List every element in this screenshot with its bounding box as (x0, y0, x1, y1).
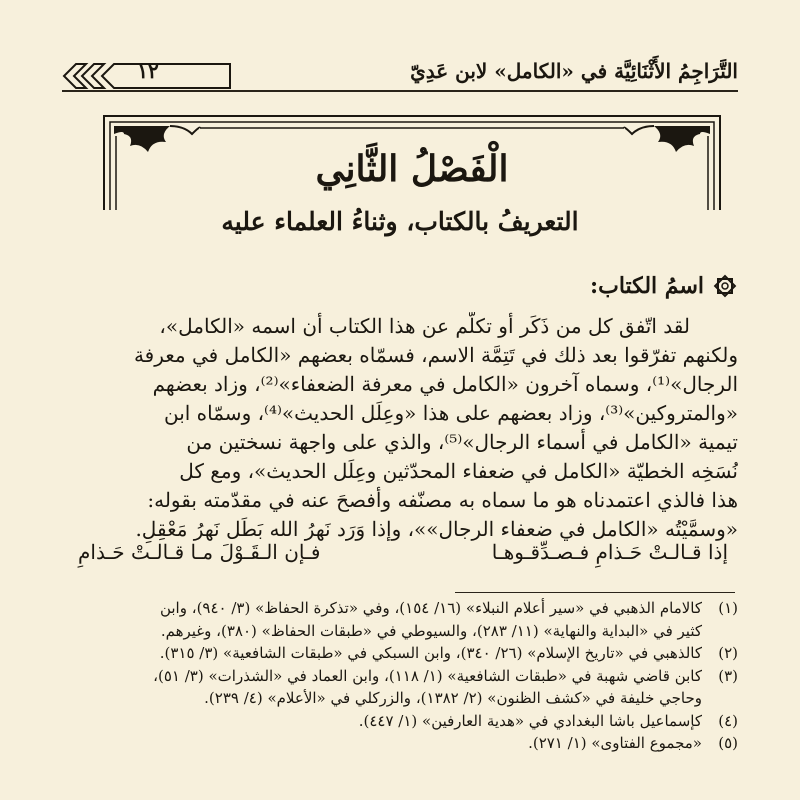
section-heading-text: اسمُ الكتاب: (590, 273, 704, 299)
footnote-text: كثير في «البداية والنهاية» (١١/ ٢٨٣)، والسيوطي في «طبقات الحفاظ» (٣٨٠)، وغيرهم. (160, 621, 702, 640)
footnote-separator (455, 592, 735, 593)
body-line: تيمية «الكامل في أسماء الرجال»⁽⁵⁾، والذي على واجهة نسختين من (186, 430, 738, 454)
footnote (70, 665, 738, 710)
footnote-text: وحاجي خليفة في «كشف الظنون» (٢/ ١٣٨٢)، والزركلي في «الأعلام» (٤/ ٢٣٩). (204, 689, 702, 707)
footnote-number: (٣) (718, 666, 738, 685)
footnote (70, 732, 738, 755)
running-header-title: التَّرَاجِمُ الأَثْنَائِيَّة في «الكامل» لابن عَدِيّ (410, 59, 738, 83)
footnote-number: (١) (718, 599, 738, 617)
footnote-text: كالامام الذهبي في «سير أعلام النبلاء» (١٦/ ١٥٤)، وفي «تذكرة الحفاظ» (٣/ ٩٤٠)، وابن (159, 599, 702, 617)
page-number: ١٢ (137, 59, 159, 83)
body-line: نُسَخِه الخطيّة «الكامل في ضعفاء المحدّثين وعِلَل الحديث»، ومع كل (179, 459, 738, 483)
chapter-subtitle: التعريفُ بالكتاب، وثناءُ العلماء عليه (221, 207, 579, 236)
section-heading (590, 270, 738, 302)
eight-point-star-icon (712, 273, 738, 299)
verse-second-hemistich: فـإن الـقَـوْلَ مـا قـالـتْ حَـذامِ (78, 540, 321, 564)
footnote (70, 597, 738, 642)
footnote-text: كالذهبي في «تاريخ الإسلام» (٢٦/ ٣٤٠)، وابن السبكي في «طبقات الشافعية» (٣/ ٣١٥). (159, 644, 702, 662)
footnote-number: (٤) (718, 711, 738, 730)
header-rule (62, 90, 738, 92)
body-line: ولكنهم تفرّقوا بعد ذلك في تَتِمَّة الاسم، فسمّاه بعضهم «الكامل في معرفة (133, 343, 738, 367)
chapter-title: الْفَصْلُ الثَّانِي (315, 148, 509, 190)
footnote-number: (٢) (718, 644, 738, 662)
body-paragraph (72, 312, 738, 544)
footnote-text: كإسماعيل باشا البغدادي في «هدية العارفين» (١/ ٤٤٧). (358, 711, 702, 730)
footnote (70, 710, 738, 733)
footnote-text: «مجموع الفتاوى» (١/ ٢٧١). (528, 734, 702, 752)
verse-first-hemistich: إذا قـالـتْ حَـذامِ فـصـدِّقـوهـا (491, 540, 728, 564)
footnotes (70, 597, 738, 755)
body-line: هذا فالذي اعتمدناه هو ما سماه به مصنّفه وأفصحَ عنه في مقدّمته بقوله: (147, 488, 738, 512)
footnote-number: (٥) (718, 734, 738, 752)
body-line: «والمتروكين»⁽³⁾، وزاد بعضهم على هذا «وعِلَل الحديث»⁽⁴⁾، وسمّاه ابن (163, 401, 738, 425)
footnote (70, 642, 738, 665)
poetry-verse (78, 540, 728, 564)
body-line: لقد اتّفق كل من ذَكَر أو تكلّم عن هذا الكتاب أن اسمه «الكامل»، (159, 314, 690, 338)
chapter-title-frame (100, 112, 724, 212)
body-line: «وسمَّيْتُه «الكامل في ضعفاء الرجال»»، وإذا وَرَد نَهرُ الله بَطَل نَهرُ مَعْقِلِ. (135, 517, 738, 541)
running-header (62, 55, 738, 95)
body-line: الرجال»⁽¹⁾، وسماه آخرون «الكامل في معرفة الضعفاء»⁽²⁾، وزاد بعضهم (152, 372, 738, 396)
footnote-text: كابن قاضي شهبة في «طبقات الشافعية» (١/ ١١٨)، وابن العماد في «الشذرات» (٣/ ٥١)، (153, 666, 702, 685)
